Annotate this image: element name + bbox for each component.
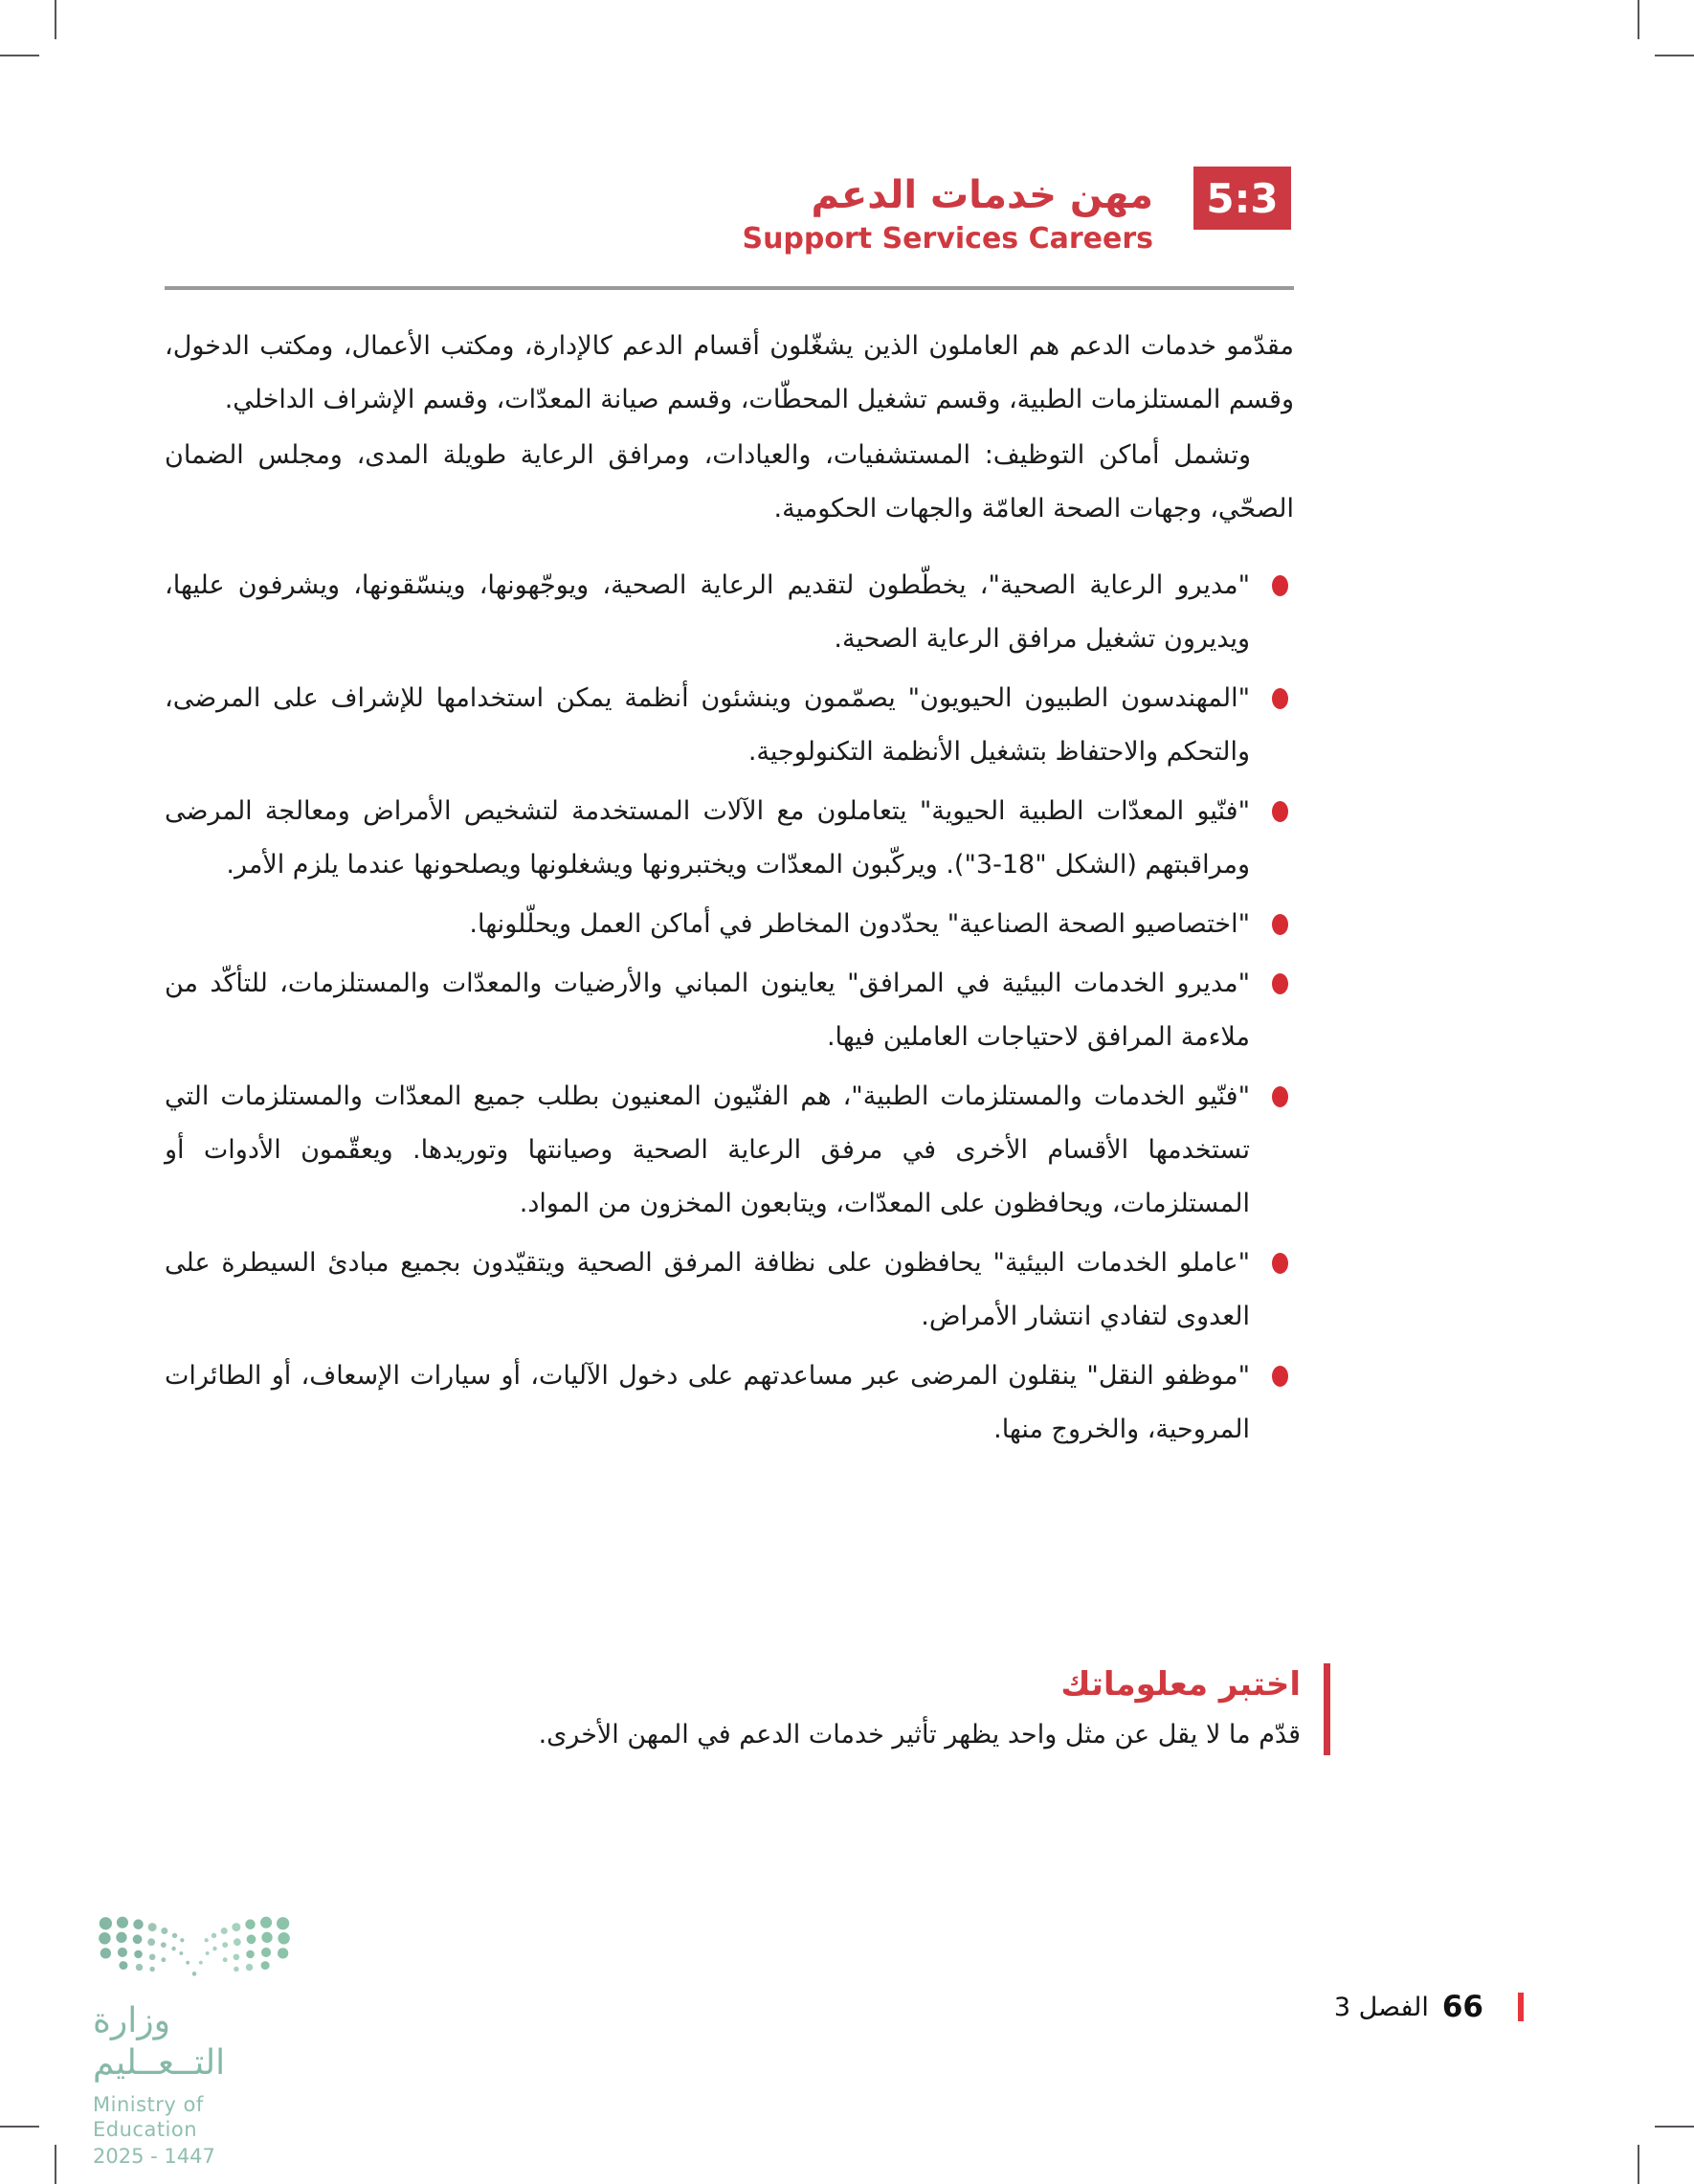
career-list-item xyxy=(165,785,1294,892)
careers-list xyxy=(165,559,1294,1457)
bullet-icon xyxy=(1272,688,1288,709)
career-list-item xyxy=(165,1349,1294,1457)
lesson-header xyxy=(742,170,1153,258)
career-description: "اختصاصيو الصحة الصناعية" يحدّدون المخاطر في أماكن العمل ويحلّلونها. xyxy=(469,909,1250,939)
employment-places-paragraph: وتشمل أماكن التوظيف: المستشفيات، والعيادات، ومرافق الرعاية طويلة المدى، ومجلس الضمان الصحّي، وجهات الصحة العامّة والجهات الحكومية. xyxy=(165,440,1294,524)
page-number: 66 xyxy=(1441,1990,1483,2024)
career-description: "موظفو النقل" ينقلون المرضى عبر مساعدتهم على دخول الآليات، أو سيارات الإسعاف، أو الطائرات المروحية، والخروج منها. xyxy=(165,1361,1250,1444)
career-list-item xyxy=(165,559,1294,666)
trim-mark-top-right-v xyxy=(1638,0,1639,39)
lesson-number-badge: 5:3 xyxy=(1193,167,1291,230)
bullet-icon xyxy=(1272,575,1288,596)
trim-mark-bottom-left-h xyxy=(0,2126,39,2128)
ministry-logo-arabic-wordmark: وزارة التــعــليم xyxy=(93,2001,226,2083)
trim-mark-bottom-right-v xyxy=(1638,2145,1639,2184)
career-description: "فنّيو الخدمات والمستلزمات الطبية"، هم الفنّيون المعنيون بطلب جميع المعدّات والمستلزمات التي تستخدمها الأقسام الأخرى في مرفق الرعاية الصحية وصيانتها وتوريدها. ويعقّمون الأدوات أو المستلزمات، ويحافظون على المعدّات، ويتابعون المخزون من المواد. xyxy=(165,1081,1250,1218)
career-description: "مديرو الرعاية الصحية"، يخطّطون لتقديم الرعاية الصحية، ويوجّهونها، وينسّقونها، ويشرفون عليها، ويديرون تشغيل مرافق الرعاية الصحية. xyxy=(165,570,1250,654)
ministry-logo-years: 2025 - 1447 xyxy=(93,2145,215,2168)
bullet-icon xyxy=(1272,801,1288,822)
chapter-label: الفصل 3 xyxy=(1333,1992,1429,2022)
page-footer xyxy=(1334,1991,1524,2023)
bullet-icon xyxy=(1272,973,1288,994)
trim-mark-top-left-h xyxy=(0,55,39,56)
intro-paragraph: مقدّمو خدمات الدعم هم العاملون الذين يشغّلون أقسام الدعم كالإدارة، ومكتب الأعمال، ومكتب الدخول، وقسم المستلزمات الطبية، وقسم تشغيل المحطّات، وقسم صيانة المعدّات، وقسم الإشراف الداخلي. xyxy=(165,331,1294,414)
career-description: "مديرو الخدمات البيئية في المرافق" يعاينون المباني والأرضيات والمعدّات والمستلزمات، للتأكّد من ملاءمة المرافق لاحتياجات العاملين فيها. xyxy=(165,969,1250,1052)
bullet-icon xyxy=(1272,1366,1288,1387)
career-list-item xyxy=(165,1070,1294,1231)
trim-mark-top-right-h xyxy=(1655,55,1694,56)
career-list-item xyxy=(165,1237,1294,1344)
career-description: "فنّيو المعدّات الطبية الحيوية" يتعاملون مع الآلات المستخدمة لتشخيص الأمراض ومعالجة المرضى ومراقبتهم (الشكل "18-3"). ويركّبون المعدّات ويختبرونها ويشغلونها ويصلحونها عندما يلزم الأمر. xyxy=(165,796,1250,880)
check-question: قدّم ما لا يقل عن مثل واحد يظهر تأثير خدمات الدعم في المهن الأخرى. xyxy=(538,1720,1301,1749)
header-divider xyxy=(165,286,1294,290)
career-description: "المهندسون الطبيون الحيويون" يصمّمون وينشئون أنظمة يمكن استخدامها للإشراف على المرضى، والتحكم والاحتفاظ بتشغيل الأنظمة التكنولوجية. xyxy=(165,683,1250,767)
trim-mark-bottom-right-h xyxy=(1655,2126,1694,2128)
ministry-logo-english-wordmark: Ministry of Education xyxy=(93,2093,204,2141)
career-list-item xyxy=(165,957,1294,1064)
lesson-body xyxy=(165,320,1294,1462)
ministry-logo xyxy=(93,1912,313,2169)
bullet-icon xyxy=(1272,914,1288,935)
trim-mark-bottom-left-v xyxy=(55,2145,56,2184)
bullet-icon xyxy=(1272,1086,1288,1107)
career-list-item xyxy=(165,672,1294,779)
check-your-knowledge-section xyxy=(165,1663,1330,1755)
lesson-title-arabic: مهن خدمات الدعم xyxy=(811,173,1153,217)
ministry-logo-dots-icon xyxy=(93,1912,296,1987)
footer-red-bar xyxy=(1518,1993,1524,2021)
career-list-item xyxy=(165,898,1294,951)
lesson-title-english: Support Services Careers xyxy=(742,222,1153,256)
trim-mark-top-left-v xyxy=(55,0,56,39)
career-description: "عاملو الخدمات البيئية" يحافظون على نظافة المرفق الصحية ويتقيّدون بجميع مبادئ السيطرة على العدوى لتفادي انتشار الأمراض. xyxy=(165,1248,1250,1331)
check-heading: اختبر معلوماتك xyxy=(1060,1665,1301,1704)
bullet-icon xyxy=(1272,1253,1288,1274)
